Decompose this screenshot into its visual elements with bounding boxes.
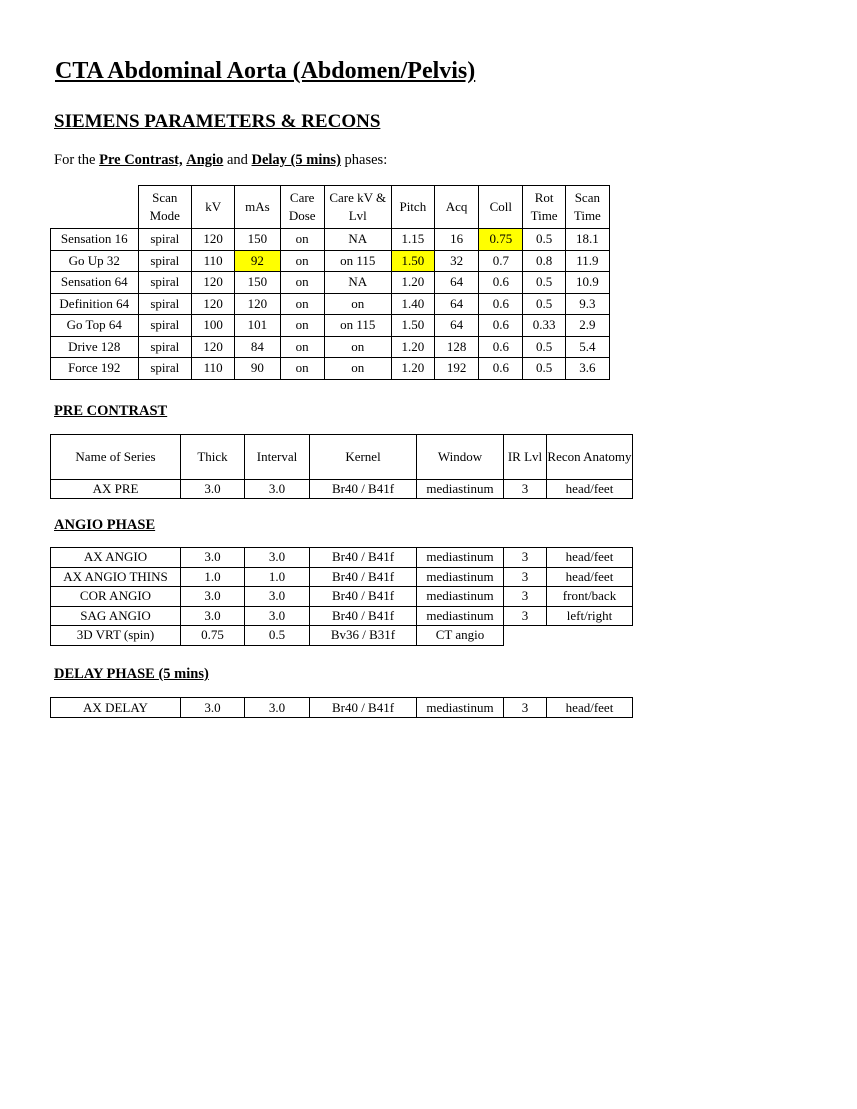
table-cell: 64 <box>434 293 478 315</box>
table-cell: on <box>280 250 324 272</box>
table-cell: on <box>324 336 391 358</box>
series-name-cell: SAG ANGIO <box>51 606 181 626</box>
header-cell: Name of Series <box>51 435 181 480</box>
table-cell: 110 <box>192 358 235 380</box>
table-cell: Bv36 / B31f <box>310 626 417 646</box>
table-cell: Br40 / B41f <box>310 567 417 587</box>
header-cell: Scan Time <box>565 186 609 229</box>
scanner-name-cell: Sensation 16 <box>51 229 139 251</box>
table-row <box>51 336 610 358</box>
table-cell: 120 <box>192 293 235 315</box>
table-cell: 3.0 <box>245 606 310 626</box>
table-cell: on <box>280 293 324 315</box>
highlighted-cell: 1.50 <box>391 250 434 272</box>
table-cell: 64 <box>434 315 478 337</box>
table-cell: 1.0 <box>181 567 245 587</box>
table-cell: left/right <box>547 606 633 626</box>
table-cell: 5.4 <box>565 336 609 358</box>
intro-suffix: phases: <box>340 152 388 168</box>
table-cell: spiral <box>138 250 192 272</box>
table-cell: head/feet <box>547 567 633 587</box>
table-cell: 1.40 <box>391 293 434 315</box>
table-cell: mediastinum <box>417 606 504 626</box>
table-cell: mediastinum <box>417 587 504 607</box>
table-cell: 0.5 <box>523 336 565 358</box>
table-cell: spiral <box>138 315 192 337</box>
series-name-cell: AX DELAY <box>51 698 181 718</box>
table-cell: spiral <box>138 358 192 380</box>
table-cell: 1.15 <box>391 229 434 251</box>
scanner-name-cell: Sensation 64 <box>51 272 139 294</box>
table-row <box>51 272 610 294</box>
table-cell: 0.8 <box>523 250 565 272</box>
table-cell: Br40 / B41f <box>310 587 417 607</box>
series-name-cell: COR ANGIO <box>51 587 181 607</box>
table-row <box>51 315 610 337</box>
series-name-cell: 3D VRT (spin) <box>51 626 181 646</box>
table-cell: 150 <box>235 229 280 251</box>
table-cell: on <box>324 293 391 315</box>
table-row <box>51 229 610 251</box>
table-cell: 3 <box>504 587 547 607</box>
table-cell: Br40 / B41f <box>310 606 417 626</box>
page-title: CTA Abdominal Aorta (Abdomen/Pelvis) <box>55 58 476 84</box>
header-cell: kV <box>192 186 235 229</box>
table-cell: NA <box>324 229 391 251</box>
series-name-cell: AX ANGIO <box>51 548 181 568</box>
header-cell: Interval <box>245 435 310 480</box>
intro-phase-delay: Delay (5 mins) <box>251 152 341 168</box>
table-cell: 3.0 <box>181 698 245 718</box>
scanner-name-cell: Go Top 64 <box>51 315 139 337</box>
table-cell: on 115 <box>324 250 391 272</box>
angio-phase-heading: ANGIO PHASE <box>54 517 156 533</box>
table-cell: mediastinum <box>417 548 504 568</box>
header-cell: IR Lvl <box>504 435 547 480</box>
table-cell: 0.5 <box>523 358 565 380</box>
header-cell: Care Dose <box>280 186 324 229</box>
table-cell: 0.6 <box>479 315 523 337</box>
table-cell: spiral <box>138 336 192 358</box>
table-row <box>51 567 633 587</box>
table-cell: mediastinum <box>417 567 504 587</box>
table-cell: 3 <box>504 606 547 626</box>
table-cell: 0.75 <box>181 626 245 646</box>
table-cell: Br40 / B41f <box>310 548 417 568</box>
header-cell: Window <box>417 435 504 480</box>
table-row <box>51 606 633 626</box>
empty-cell <box>504 626 547 646</box>
table-cell: 3.0 <box>245 480 310 499</box>
scanner-name-cell: Drive 128 <box>51 336 139 358</box>
table-cell: CT angio <box>417 626 504 646</box>
empty-cell <box>547 626 633 646</box>
table-cell: 16 <box>434 229 478 251</box>
scanner-parameters-table <box>50 185 610 380</box>
table-cell: front/back <box>547 587 633 607</box>
table-row <box>51 480 633 499</box>
table-cell: on <box>280 358 324 380</box>
table-cell: 9.3 <box>565 293 609 315</box>
pre-contrast-table <box>50 434 633 499</box>
table-header-row <box>51 435 633 480</box>
table-row <box>51 548 633 568</box>
table-cell: on 115 <box>324 315 391 337</box>
table-cell: 0.5 <box>523 293 565 315</box>
table-row <box>51 358 610 380</box>
table-cell: 0.5 <box>523 229 565 251</box>
table-cell: 2.9 <box>565 315 609 337</box>
series-name-cell: AX ANGIO THINS <box>51 567 181 587</box>
delay-phase-heading: DELAY PHASE (5 mins) <box>54 666 209 682</box>
table-cell: head/feet <box>547 548 633 568</box>
table-cell: 1.20 <box>391 272 434 294</box>
table-cell: NA <box>324 272 391 294</box>
table-cell: 128 <box>434 336 478 358</box>
table-row <box>51 293 610 315</box>
table-cell: 3.0 <box>181 548 245 568</box>
header-cell: mAs <box>235 186 280 229</box>
table-cell: spiral <box>138 272 192 294</box>
table-cell: 1.0 <box>245 567 310 587</box>
table-cell: on <box>324 358 391 380</box>
table-cell: 64 <box>434 272 478 294</box>
table-cell: mediastinum <box>417 698 504 718</box>
table-cell: 0.6 <box>479 336 523 358</box>
table-cell: 3.0 <box>245 698 310 718</box>
table-cell: 150 <box>235 272 280 294</box>
angio-phase-table <box>50 547 633 646</box>
table-cell: 120 <box>235 293 280 315</box>
table-cell: 100 <box>192 315 235 337</box>
table-cell: 0.33 <box>523 315 565 337</box>
table-cell: Br40 / B41f <box>310 698 417 718</box>
table-cell: 32 <box>434 250 478 272</box>
delay-phase-table <box>50 697 633 718</box>
intro-phase-pre: Pre Contrast, <box>99 152 183 168</box>
table-cell: 1.20 <box>391 358 434 380</box>
intro-prefix: For the <box>54 152 100 168</box>
table-row <box>51 587 633 607</box>
table-cell: 3.0 <box>181 587 245 607</box>
section-heading: SIEMENS PARAMETERS & RECONS <box>54 111 381 132</box>
table-cell: Br40 / B41f <box>310 480 417 499</box>
table-cell: 0.6 <box>479 272 523 294</box>
header-cell: Scan Mode <box>138 186 192 229</box>
table-cell: 3 <box>504 567 547 587</box>
header-cell: Care kV & Lvl <box>324 186 391 229</box>
highlighted-cell: 0.75 <box>479 229 523 251</box>
table-cell: 0.6 <box>479 293 523 315</box>
table-row <box>51 626 633 646</box>
table-cell: 90 <box>235 358 280 380</box>
table-cell: 0.6 <box>479 358 523 380</box>
table-cell: on <box>280 272 324 294</box>
table-cell: 3.6 <box>565 358 609 380</box>
header-cell: Coll <box>479 186 523 229</box>
table-cell: spiral <box>138 293 192 315</box>
scanner-name-cell: Go Up 32 <box>51 250 139 272</box>
table-cell: 1.20 <box>391 336 434 358</box>
table-cell: 101 <box>235 315 280 337</box>
table-cell: 0.5 <box>245 626 310 646</box>
table-row <box>51 698 633 718</box>
table-cell: 120 <box>192 336 235 358</box>
header-cell: Pitch <box>391 186 434 229</box>
table-cell: 10.9 <box>565 272 609 294</box>
table-header-row <box>51 186 610 229</box>
header-cell: Rot Time <box>523 186 565 229</box>
table-cell: on <box>280 315 324 337</box>
table-cell: 3 <box>504 698 547 718</box>
table-cell: 3 <box>504 480 547 499</box>
table-cell: 0.7 <box>479 250 523 272</box>
table-cell: 0.5 <box>523 272 565 294</box>
table-cell: mediastinum <box>417 480 504 499</box>
table-cell: on <box>280 336 324 358</box>
series-name-cell: AX PRE <box>51 480 181 499</box>
scanner-name-cell: Definition 64 <box>51 293 139 315</box>
header-cell: Recon Anatomy <box>547 435 633 480</box>
header-cell: Thick <box>181 435 245 480</box>
table-cell: on <box>280 229 324 251</box>
pre-contrast-heading: PRE CONTRAST <box>54 403 168 419</box>
intro-phase-angio: Angio <box>186 152 224 168</box>
header-cell: Kernel <box>310 435 417 480</box>
table-cell: 3.0 <box>181 480 245 499</box>
table-cell: 3.0 <box>245 587 310 607</box>
table-cell: 3.0 <box>181 606 245 626</box>
highlighted-cell: 92 <box>235 250 280 272</box>
table-cell: head/feet <box>547 480 633 499</box>
table-cell: 3.0 <box>245 548 310 568</box>
table-cell: 18.1 <box>565 229 609 251</box>
table-cell: 120 <box>192 229 235 251</box>
table-cell: 1.50 <box>391 315 434 337</box>
header-cell: Acq <box>434 186 478 229</box>
table-cell: 11.9 <box>565 250 609 272</box>
table-cell: spiral <box>138 229 192 251</box>
table-cell: head/feet <box>547 698 633 718</box>
table-cell: 84 <box>235 336 280 358</box>
table-cell: 110 <box>192 250 235 272</box>
phases-intro <box>54 152 387 169</box>
intro-sep: and <box>223 152 252 168</box>
table-row <box>51 250 610 272</box>
table-cell: 192 <box>434 358 478 380</box>
table-cell: 3 <box>504 548 547 568</box>
table-cell: 120 <box>192 272 235 294</box>
scanner-name-cell: Force 192 <box>51 358 139 380</box>
empty-corner-cell <box>51 186 139 229</box>
